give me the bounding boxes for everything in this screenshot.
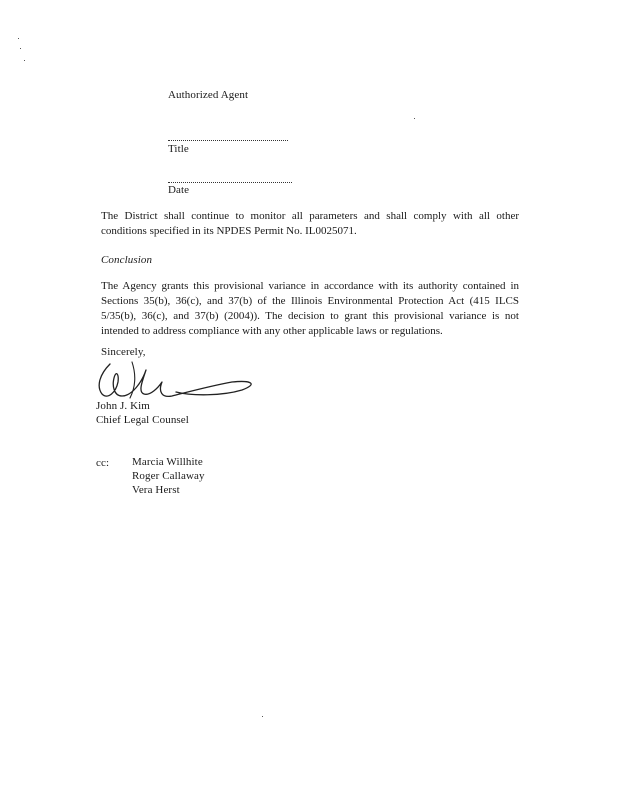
cc-recipient: Roger Callaway [132, 470, 205, 482]
title-label: Title [168, 143, 189, 155]
signer-title: Chief Legal Counsel [96, 414, 189, 426]
monitoring-paragraph: The District shall continue to monitor all parameters and shall comply with all other conditions specified in its NPDES Permit No. IL0025071. [101, 210, 519, 237]
conclusion-paragraph: The Agency grants this provisional variance in accordance with its authority contained in Sections 35(b), 36(c), and 37(b) of the Illinois Environmental Protection Act (415 ILCS 5/35(b), 36(c), and 37(b) (2004)). The decision to grant this provisional variance is not intended to address compliance with any other applicable laws or regulations. [101, 280, 519, 337]
scan-speck [262, 716, 263, 717]
cc-recipient: Vera Herst [132, 484, 180, 496]
cc-recipient: Marcia Willhite [132, 456, 203, 468]
cc-label: cc: [96, 457, 110, 469]
conclusion-heading: Conclusion [101, 254, 153, 266]
date-label: Date [168, 184, 190, 196]
signer-name: John J. Kim [96, 400, 150, 412]
salutation: Sincerely, [101, 346, 146, 358]
scan-speck [24, 60, 25, 61]
title-signature-line [168, 140, 288, 141]
authorized-agent-label: Authorized Agent [168, 89, 249, 101]
scan-speck [414, 118, 415, 119]
scan-speck [18, 38, 19, 39]
scan-speck [20, 48, 21, 49]
